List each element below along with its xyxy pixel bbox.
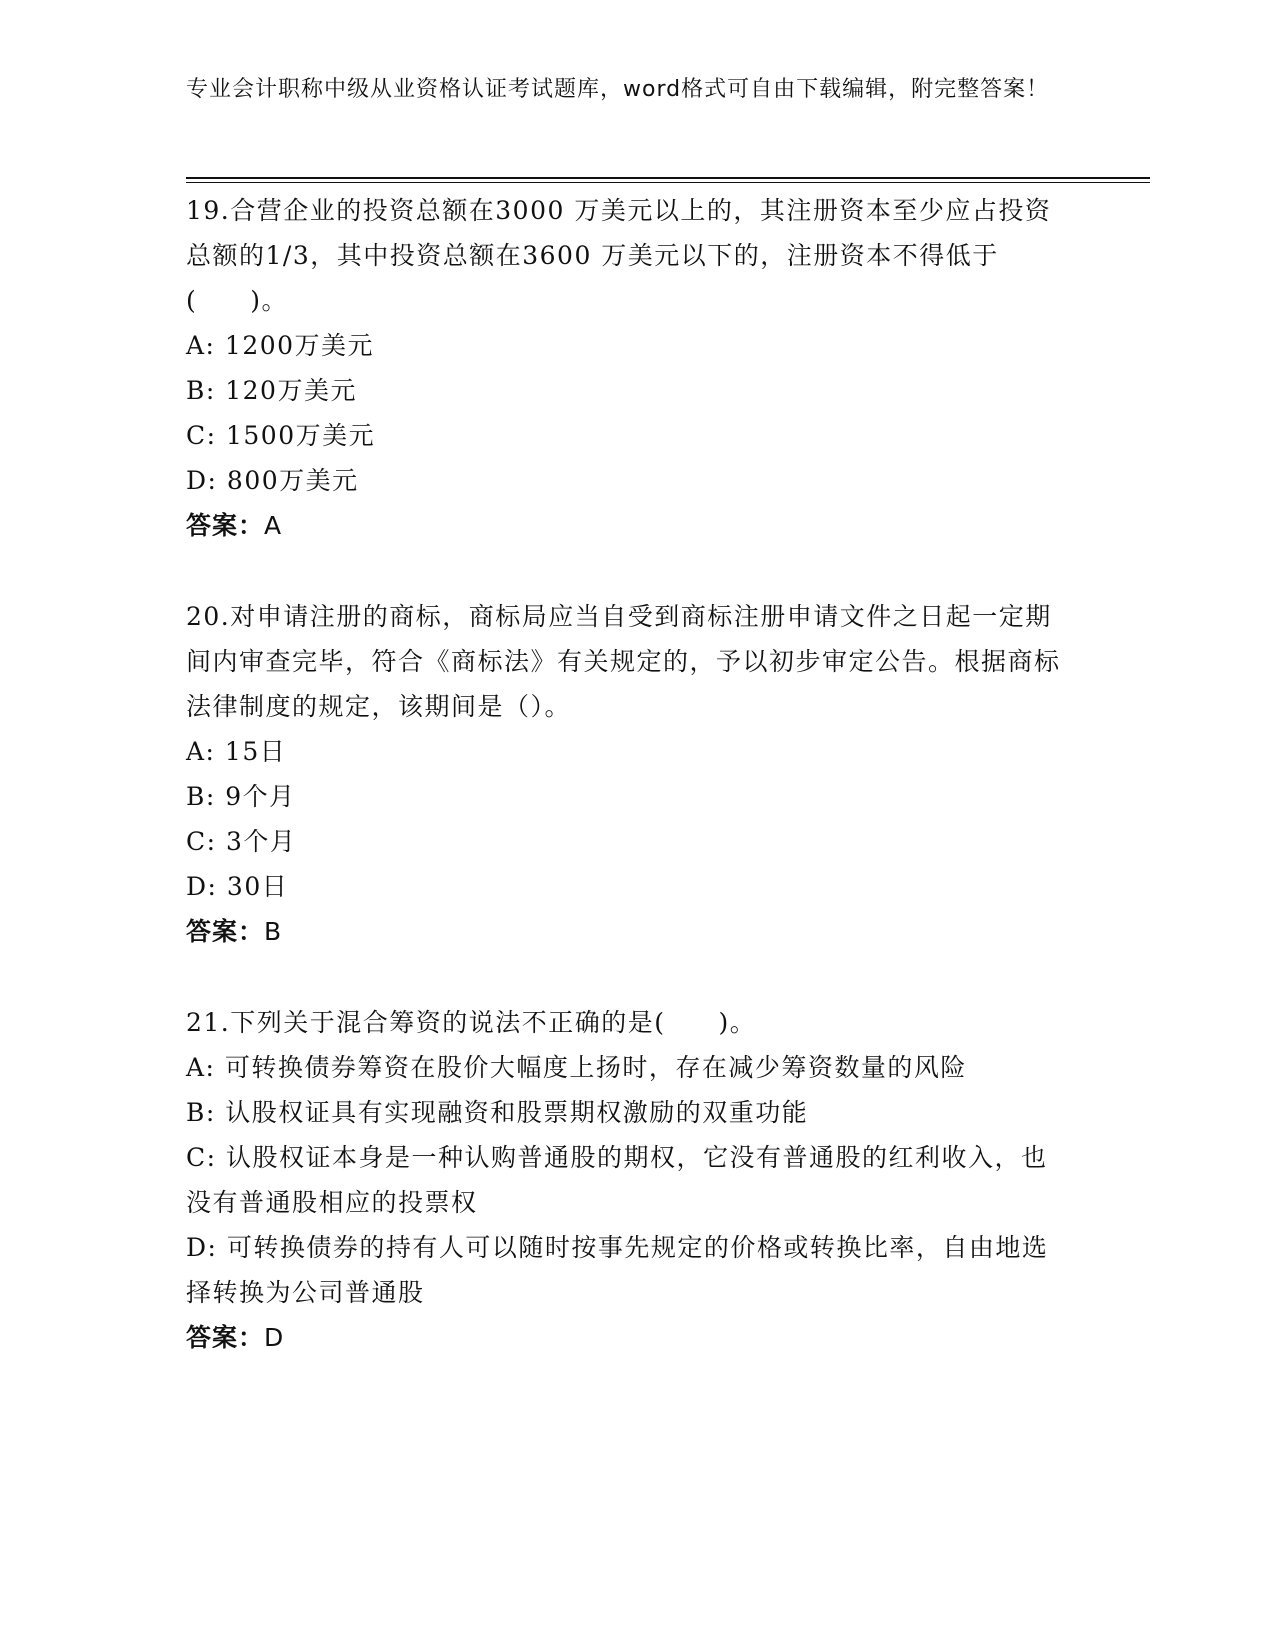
option-d: D: 可转换债券的持有人可以随时按事先规定的价格或转换比率，自由地选择转换为公司普通股 [186,1233,1049,1307]
answer [186,909,1066,954]
header-divider-thin [186,182,1150,183]
question-stem: 19.合营企业的投资总额在3000 万美元以上的，其注册资本至少应占投资总额的1/3，其中投资总额在3600 万美元以下的，注册资本不得低于( )。 [186,196,1052,315]
answer-value: A [264,511,283,540]
option-c: C: 3个月 [186,827,297,856]
option-c: C: 认股权证本身是一种认购普通股的期权，它没有普通股的红利收入，也没有普通股相应的投票权 [186,1143,1048,1217]
answer-label: 答案： [186,511,265,540]
answer-label: 答案： [186,1323,265,1352]
answer [186,1315,1066,1360]
answer [186,503,1066,548]
option-a: A: 15日 [186,737,287,766]
option-a: A: 可转换债券筹资在股价大幅度上扬时，存在减少筹资数量的风险 [186,1053,967,1082]
header-divider-thick [186,177,1150,179]
question-19 [186,188,1066,548]
question-21 [186,1000,1066,1360]
option-d: D: 800万美元 [186,466,359,495]
option-b: B: 120万美元 [186,376,357,405]
header-note: 专业会计职称中级从业资格认证考试题库，word格式可自由下载编辑，附完整答案！ [186,77,1050,102]
option-b: B: 认股权证具有实现融资和股票期权激励的双重功能 [186,1098,809,1127]
question-stem: 21.下列关于混合筹资的说法不正确的是( )。 [186,1008,757,1037]
answer-label: 答案： [186,917,265,946]
answer-value: D [264,1323,285,1352]
option-c: C: 1500万美元 [186,421,376,450]
option-d: D: 30日 [186,872,289,901]
question-list [186,188,1066,1406]
answer-value: B [264,917,283,946]
option-a: A: 1200万美元 [186,331,375,360]
question-stem: 20.对申请注册的商标，商标局应当自受到商标注册申请文件之日起一定期间内审查完毕，符合《商标法》有关规定的，予以初步审定公告。根据商标法律制度的规定，该期间是（）。 [186,602,1061,721]
question-20 [186,594,1066,954]
option-b: B: 9个月 [186,782,296,811]
